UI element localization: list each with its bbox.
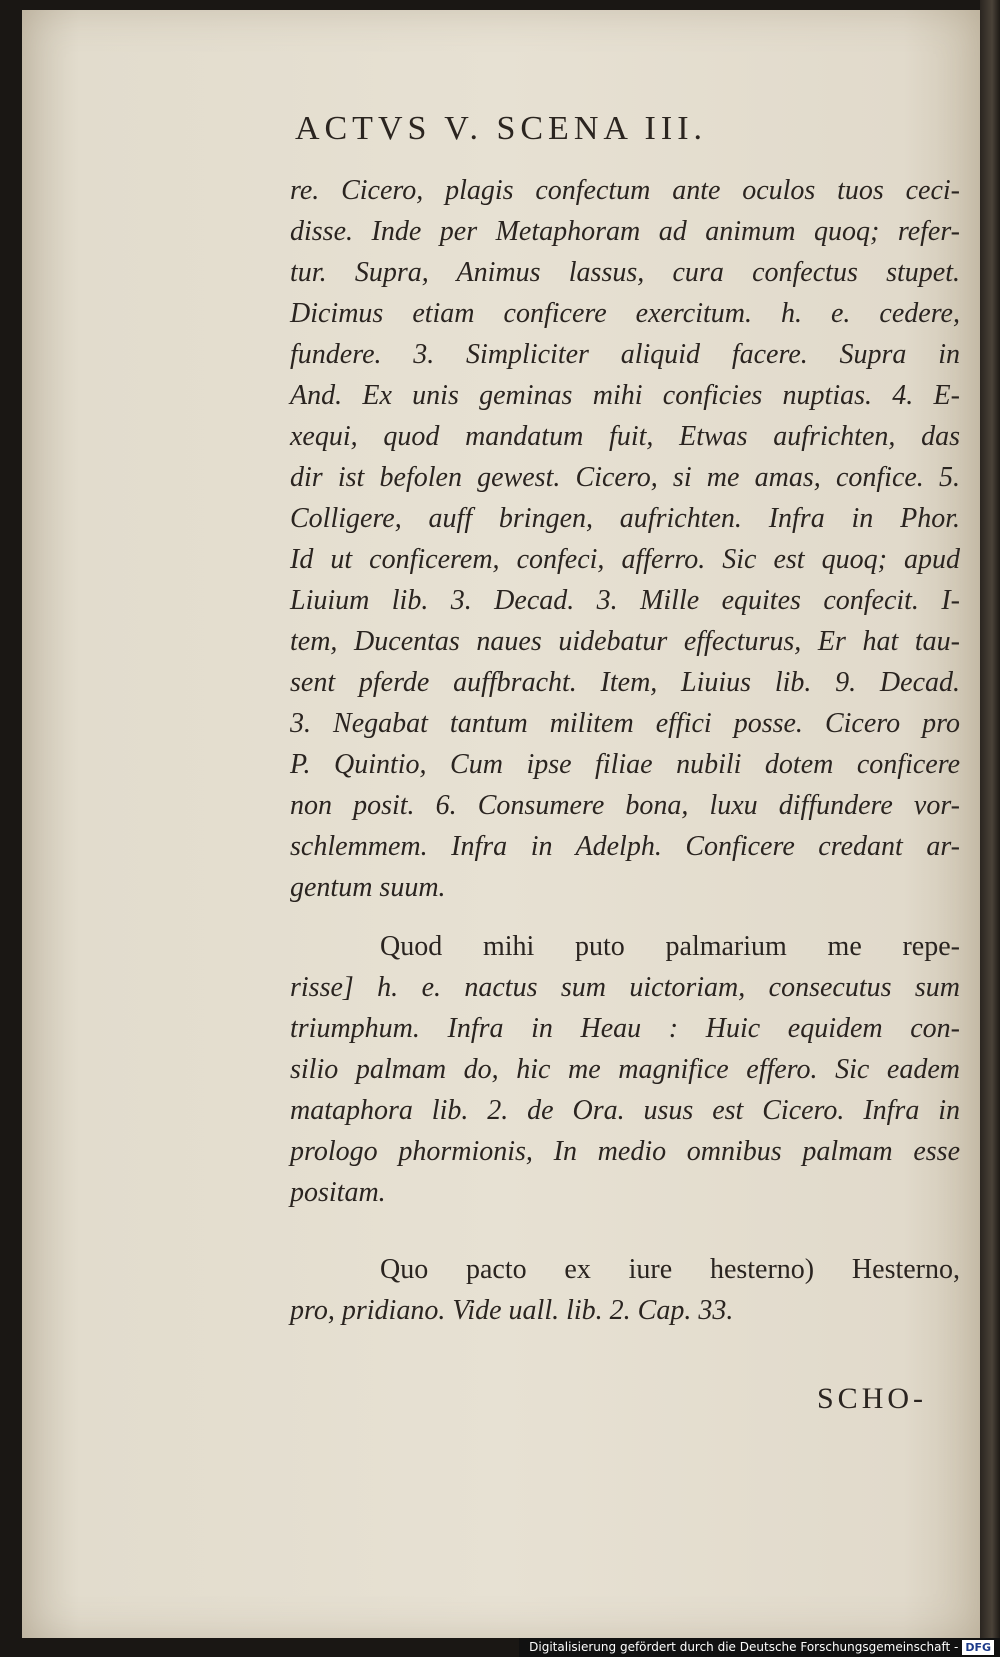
paragraph-gap: [290, 1213, 960, 1249]
text-line: mataphora lib. 2. de Ora. usus est Cicero. Infra in: [290, 1095, 960, 1126]
paragraph-gap: [290, 908, 960, 926]
text-line: risse] h. e. nactus sum uictoriam, consecutus sum: [290, 972, 960, 1003]
text-line: dir ist befolen gewest. Cicero, si me amas, confice. 5.: [290, 462, 960, 493]
book-binding-edge: [980, 0, 1000, 1638]
text-line: prologo phormionis, In medio omnibus palmam esse: [290, 1136, 960, 1167]
dfg-logo-icon: DFG: [962, 1640, 994, 1655]
paragraph-1: [290, 170, 960, 908]
lemma-line: Quod mihi puto palmarium me repe-: [380, 931, 960, 962]
text-line: Colligere, auff bringen, aufrichten. Infra in Phor.: [290, 503, 960, 534]
credit-text: Digitalisierung gefördert durch die Deutsche Forschungsgemeinschaft -: [529, 1640, 959, 1654]
text-line: positam.: [290, 1177, 386, 1208]
text-line: re. Cicero, plagis confectum ante oculos tuos ceci-: [290, 175, 960, 206]
text-line: And. Ex unis geminas mihi conficies nuptias. 4. E-: [290, 380, 960, 411]
paragraph-3: [290, 1249, 960, 1331]
text-line: Liuium lib. 3. Decad. 3. Mille equites confecit. I-: [290, 585, 960, 616]
text-line: fundere. 3. Simpliciter aliquid facere. Supra in: [290, 339, 960, 370]
text-line: tem, Ducentas naues uidebatur effecturus, Er hat tau-: [290, 626, 960, 657]
digitization-credit: [519, 1638, 1000, 1657]
text-line: triumphum. Infra in Heau : Huic equidem con-: [290, 1013, 960, 1044]
catchword: SCHO-: [817, 1382, 928, 1415]
text-line: pro, pridiano. Vide uall. lib. 2. Cap. 33.: [290, 1295, 734, 1326]
text-line: tur. Supra, Animus lassus, cura confectus stupet.: [290, 257, 960, 288]
lemma-line: Quo pacto ex iure hesterno) Hesterno,: [380, 1254, 960, 1285]
text-line: Dicimus etiam conficere exercitum. h. e. cedere,: [290, 298, 960, 329]
text-line: Id ut conficerem, confeci, afferro. Sic est quoq; apud: [290, 544, 960, 575]
book-page: [22, 10, 980, 1638]
running-title: ACTVS V. SCENA III.: [294, 110, 708, 147]
text-line: silio palmam do, hic me magnifice effero. Sic eadem: [290, 1054, 960, 1085]
commentary-text: [290, 170, 960, 1331]
paragraph-2: [290, 926, 960, 1213]
text-line: sent pferde auffbracht. Item, Liuius lib. 9. Decad.: [290, 667, 960, 698]
text-line: non posit. 6. Consumere bona, luxu diffundere vor-: [290, 790, 960, 821]
text-line: 3. Negabat tantum militem effici posse. Cicero pro: [290, 708, 960, 739]
text-line: disse. Inde per Metaphoram ad animum quoq; refer-: [290, 216, 960, 247]
text-line: gentum suum.: [290, 872, 446, 903]
text-line: schlemmem. Infra in Adelph. Conficere credant ar-: [290, 831, 960, 862]
text-line: xequi, quod mandatum fuit, Etwas aufrichten, das: [290, 421, 960, 452]
text-line: P. Quintio, Cum ipse filiae nubili dotem conficere: [290, 749, 960, 780]
